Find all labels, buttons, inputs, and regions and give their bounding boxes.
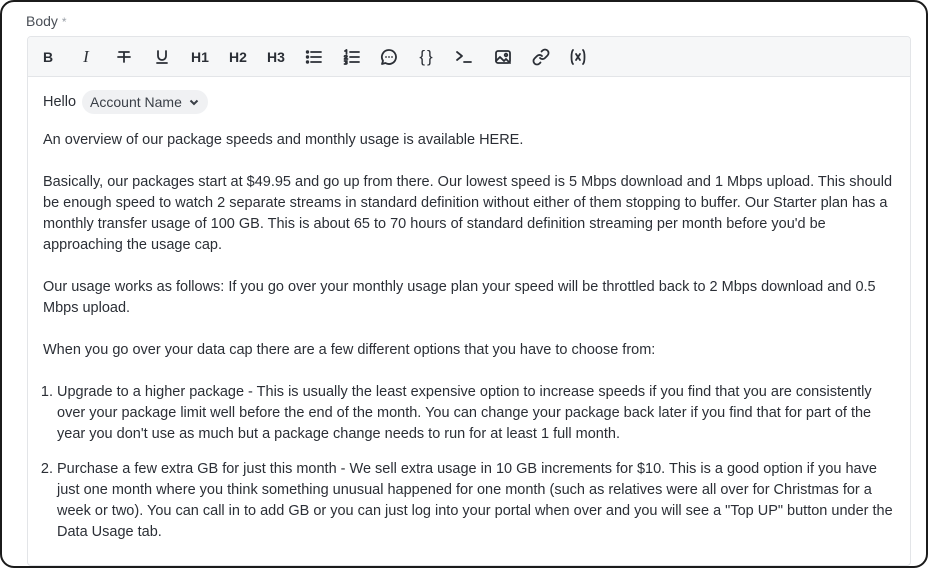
terminal-icon bbox=[455, 48, 473, 66]
comment-button[interactable] bbox=[375, 43, 403, 71]
greeting-line bbox=[43, 89, 893, 115]
heading2-button[interactable] bbox=[223, 43, 253, 71]
bold-icon: B bbox=[42, 49, 54, 65]
link-button[interactable] bbox=[527, 43, 555, 71]
bullet-list-button[interactable] bbox=[300, 43, 328, 71]
image-button[interactable] bbox=[489, 43, 517, 71]
image-icon bbox=[494, 48, 512, 66]
underline-button[interactable] bbox=[148, 43, 176, 71]
rich-text-editor bbox=[27, 36, 911, 566]
h2-icon: H2 bbox=[229, 49, 247, 65]
list-item: 1. Upgrade to a higher package - This is usually the least expensive option to increase speeds if you find that you are consistently over your package limit well before the end of the month. You can change your package back later if you find that for part of the year you don't use as much but a package change needs to run for at least 1 full month. bbox=[57, 382, 893, 445]
greeting-text: Hello bbox=[43, 93, 77, 110]
strikethrough-icon bbox=[115, 48, 133, 66]
h3-icon: H3 bbox=[267, 49, 285, 65]
paragraph-overview: An overview of our package speeds and monthly usage is available HERE. bbox=[43, 132, 524, 148]
italic-icon: I bbox=[83, 47, 89, 66]
variable-chip-label: Account Name bbox=[90, 93, 182, 110]
bullet-list-icon bbox=[305, 48, 323, 66]
variable-chip[interactable] bbox=[82, 90, 208, 114]
options-list bbox=[43, 382, 893, 543]
variable-button[interactable] bbox=[564, 43, 592, 71]
comment-icon bbox=[380, 48, 398, 66]
paragraph-options: When you go over your data cap there are a few different options that you have to choose from: bbox=[43, 342, 656, 358]
editor-toolbar bbox=[28, 37, 910, 77]
field-label bbox=[26, 13, 67, 29]
heading3-button[interactable] bbox=[261, 43, 291, 71]
field-label-text: Body bbox=[26, 13, 58, 29]
underline-icon bbox=[153, 48, 171, 66]
editor-content[interactable] bbox=[43, 89, 893, 557]
list-item: 2. Purchase a few extra GB for just this month - We sell extra usage in 10 GB increments for $10. This is a good option if you have just one month where you think something unusual happened for one month (such as relatives were all over for Christmas for a week or two). You can call in to add GB or you can just log into your portal when over and you will see a "Top UP" button under the Data Usage tab. bbox=[57, 459, 893, 543]
bold-button[interactable] bbox=[34, 43, 62, 71]
code-block-button[interactable] bbox=[413, 43, 441, 71]
code-block-icon: {} bbox=[419, 47, 435, 66]
terminal-button[interactable] bbox=[450, 43, 478, 71]
chevron-down-icon bbox=[188, 96, 200, 108]
h1-icon: H1 bbox=[191, 49, 209, 65]
strikethrough-button[interactable] bbox=[110, 43, 138, 71]
paragraph-packages: Basically, our packages start at $49.95 and go up from there. Our lowest speed is 5 Mbps download and 1 Mbps upload. This should be enough speed to watch 2 separate streams in standard definition without either of them stopping to buffer. Our Starter plan has a monthly transfer usage of 100 GB. This is about 65 to 70 hours of standard definition streaming per month before you'd be approaching the usage cap. bbox=[43, 174, 893, 253]
numbered-list-icon bbox=[343, 48, 361, 66]
link-icon bbox=[532, 48, 550, 66]
numbered-list-button[interactable] bbox=[338, 43, 366, 71]
required-mark: * bbox=[61, 15, 67, 29]
variable-icon bbox=[569, 48, 587, 66]
italic-button[interactable] bbox=[72, 43, 100, 71]
heading1-button[interactable] bbox=[185, 43, 215, 71]
paragraph-usage: Our usage works as follows: If you go over your monthly usage plan your speed will be throttled back to 2 Mbps download and 0.5 Mbps upload. bbox=[43, 279, 876, 316]
